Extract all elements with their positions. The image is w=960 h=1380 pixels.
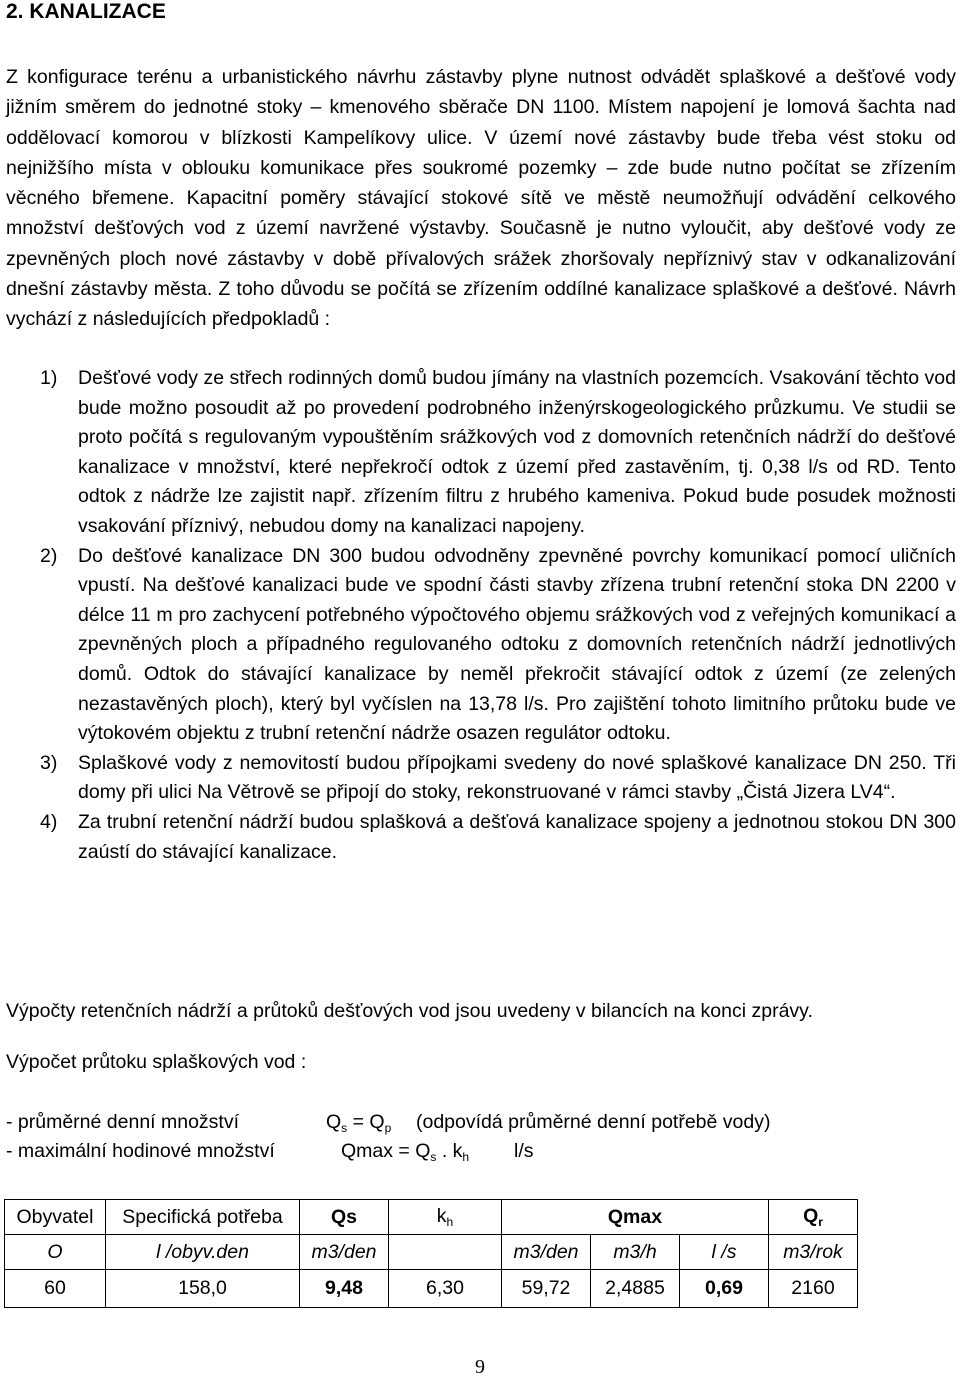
- formula-label: - maximální hodinové množství: [6, 1140, 275, 1162]
- list-item-number: 1): [40, 367, 58, 389]
- intro-sentence: V území nové zástavby bude třeba vést stoku od nejnižšího místa v oblouku komunikace přes soukromé pozemky – zde bude nutno počítat se zřízením věcného břemene.: [6, 126, 957, 210]
- unit-cell: m3/den: [300, 1235, 389, 1270]
- list-item-text: Dešťové vody ze střech rodinných domů budou jímány na vlastních pozemcích. Vsakování těchto vod bude možno posoudit až po provedení podrobného inženýrskogeologického průzkumu. Ve studii se proto počítá s regulovaným vypouštěním srážkových vod z domovních retenčních nádrží do dešťové kanalizace v množství, které nepřekročí odtok z území před zastavěním, tj. 0,38 l/s od RD. Tento odtok z nádrže lze zajistit např. zřízením filtru z hrubého kameniva. Pokud bude posudek možnosti vsakování příznivý, nebudou domy na kanalizaci napojeny.: [78, 367, 956, 537]
- value-cell: 60: [5, 1270, 106, 1308]
- unit-cell: m3/h: [591, 1235, 680, 1270]
- value-cell: 6,30: [389, 1270, 502, 1308]
- list-item: [6, 364, 956, 542]
- unit-cell: m3/den: [502, 1235, 591, 1270]
- calc-title: Výpočet průtoku splaškových vod :: [6, 1051, 307, 1073]
- list-item-text: Splaškové vody z nemovitostí budou přípojkami svedeny do nové splaškové kanalizace DN 250. Tři domy při ulici Na Větrově se připojí do stoky, rekonstruované v rámci stavby „Čistá Jizera LV4“.: [78, 751, 956, 804]
- header-cell: $k_h$: [389, 1200, 502, 1235]
- header-cell: $Q_r$: [769, 1200, 858, 1235]
- unit-cell: O: [5, 1235, 106, 1270]
- value-cell: 0,69: [680, 1270, 769, 1308]
- intro-sentence: Z konfigurace terénu a urbanistického návrhu zástavby plyne nutnost odvádět splaškové a dešťové vody jižním směrem do jednotné stoky – kmenového sběrače DN 1100. Místem napojení je lomová šachta nad oddělovací komorou v blízkosti Kampelíkovy ulice.: [6, 66, 956, 149]
- intro-sentence: Z toho důvodu se počítá se zřízením oddílné kanalizace splaškové a dešťové.: [218, 278, 898, 301]
- formula-expression: $Q_s = Q_p$: [326, 1111, 392, 1135]
- list-item: [6, 542, 956, 749]
- value-cell: 2,4885: [591, 1270, 680, 1308]
- value-cell: 59,72: [502, 1270, 591, 1308]
- sewage-flow-table: [4, 1199, 858, 1308]
- table-header-row: [5, 1200, 858, 1235]
- list-item: [6, 808, 956, 867]
- formula-unit: l/s: [514, 1140, 534, 1162]
- list-item-text: Za trubní retenční nádrží budou splašková a dešťová kanalizace spojeny a jednotnou stokou DN 300 zaústí do stávající kanalizace.: [78, 810, 956, 863]
- formula-expression: $Qmax = Q_s$ . $k_h$: [341, 1140, 470, 1164]
- list-item-number: 2): [40, 544, 58, 567]
- header-cell: Qmax: [502, 1200, 769, 1235]
- value-cell: 2160: [769, 1270, 858, 1308]
- list-item-number: 3): [40, 751, 58, 774]
- unit-cell: l /obyv.den: [106, 1235, 300, 1270]
- table-row: [5, 1270, 858, 1308]
- page-number: 9: [475, 1356, 485, 1378]
- value-cell: 9,48: [300, 1270, 389, 1308]
- list-item-text: Do dešťové kanalizace DN 300 budou odvodněny zpevněné povrchy komunikací pomocí uličních vpustí. Na dešťové kanalizaci bude ve spodní části stavby zřízena trubní retenční stoka DN 2200 v délce 11 m pro zachycení potřebného výpočtového objemu srážkových vod z veřejných komunikací a zpevněných ploch a případného regulovaného odtoku z domovních retenčních nádrží jednotlivých domů. Odtok do stávající kanalizace by neměl překročit stávající odtok z území (ze zelených nezastavěných ploch), který byl vyčíslen na 13,78 l/s. Pro zajištění tohoto limitního průtoku bude ve výtokovém objektu z trubní retenční nádrže osazen regulátor odtoku.: [78, 544, 956, 745]
- header-cell: Specifická potřeba: [106, 1200, 300, 1235]
- list-item: [6, 749, 956, 808]
- value-cell: 158,0: [106, 1270, 300, 1308]
- unit-cell: l /s: [680, 1235, 769, 1270]
- intro-sentence: Návrh vychází z následujících předpokladů :: [6, 278, 957, 331]
- header-cell: Qs: [300, 1200, 389, 1235]
- unit-cell: [389, 1235, 502, 1270]
- unit-cell: m3/rok: [769, 1235, 858, 1270]
- calc-note: Výpočty retenčních nádrží a průtoků dešťových vod jsou uvedeny v bilancích na konci zprávy.: [6, 1000, 813, 1022]
- section-heading: 2. KANALIZACE: [6, 0, 166, 23]
- table-units-row: [5, 1235, 858, 1270]
- assumptions-list: [6, 364, 956, 867]
- intro-sentence: Kapacitní poměry stávající stokové sítě ve městě neumožňují odvádění celkového množství dešťových vod z území navržené výstavby.: [6, 187, 956, 240]
- header-cell: Obyvatel: [5, 1200, 106, 1235]
- list-item-number: 4): [40, 810, 58, 833]
- formula-label: - průměrné denní množství: [6, 1111, 240, 1133]
- formula-note: (odpovídá průměrné denní potřebě vody): [416, 1111, 771, 1133]
- intro-paragraph: [6, 62, 956, 335]
- intro-sentence: Současně je nutno vyloučit, aby dešťové vody ze zpevněných ploch nové zástavby v době přívalových srážek zhoršovaly nepříznivý stav v odkanalizování dnešní zástavby města.: [6, 217, 956, 301]
